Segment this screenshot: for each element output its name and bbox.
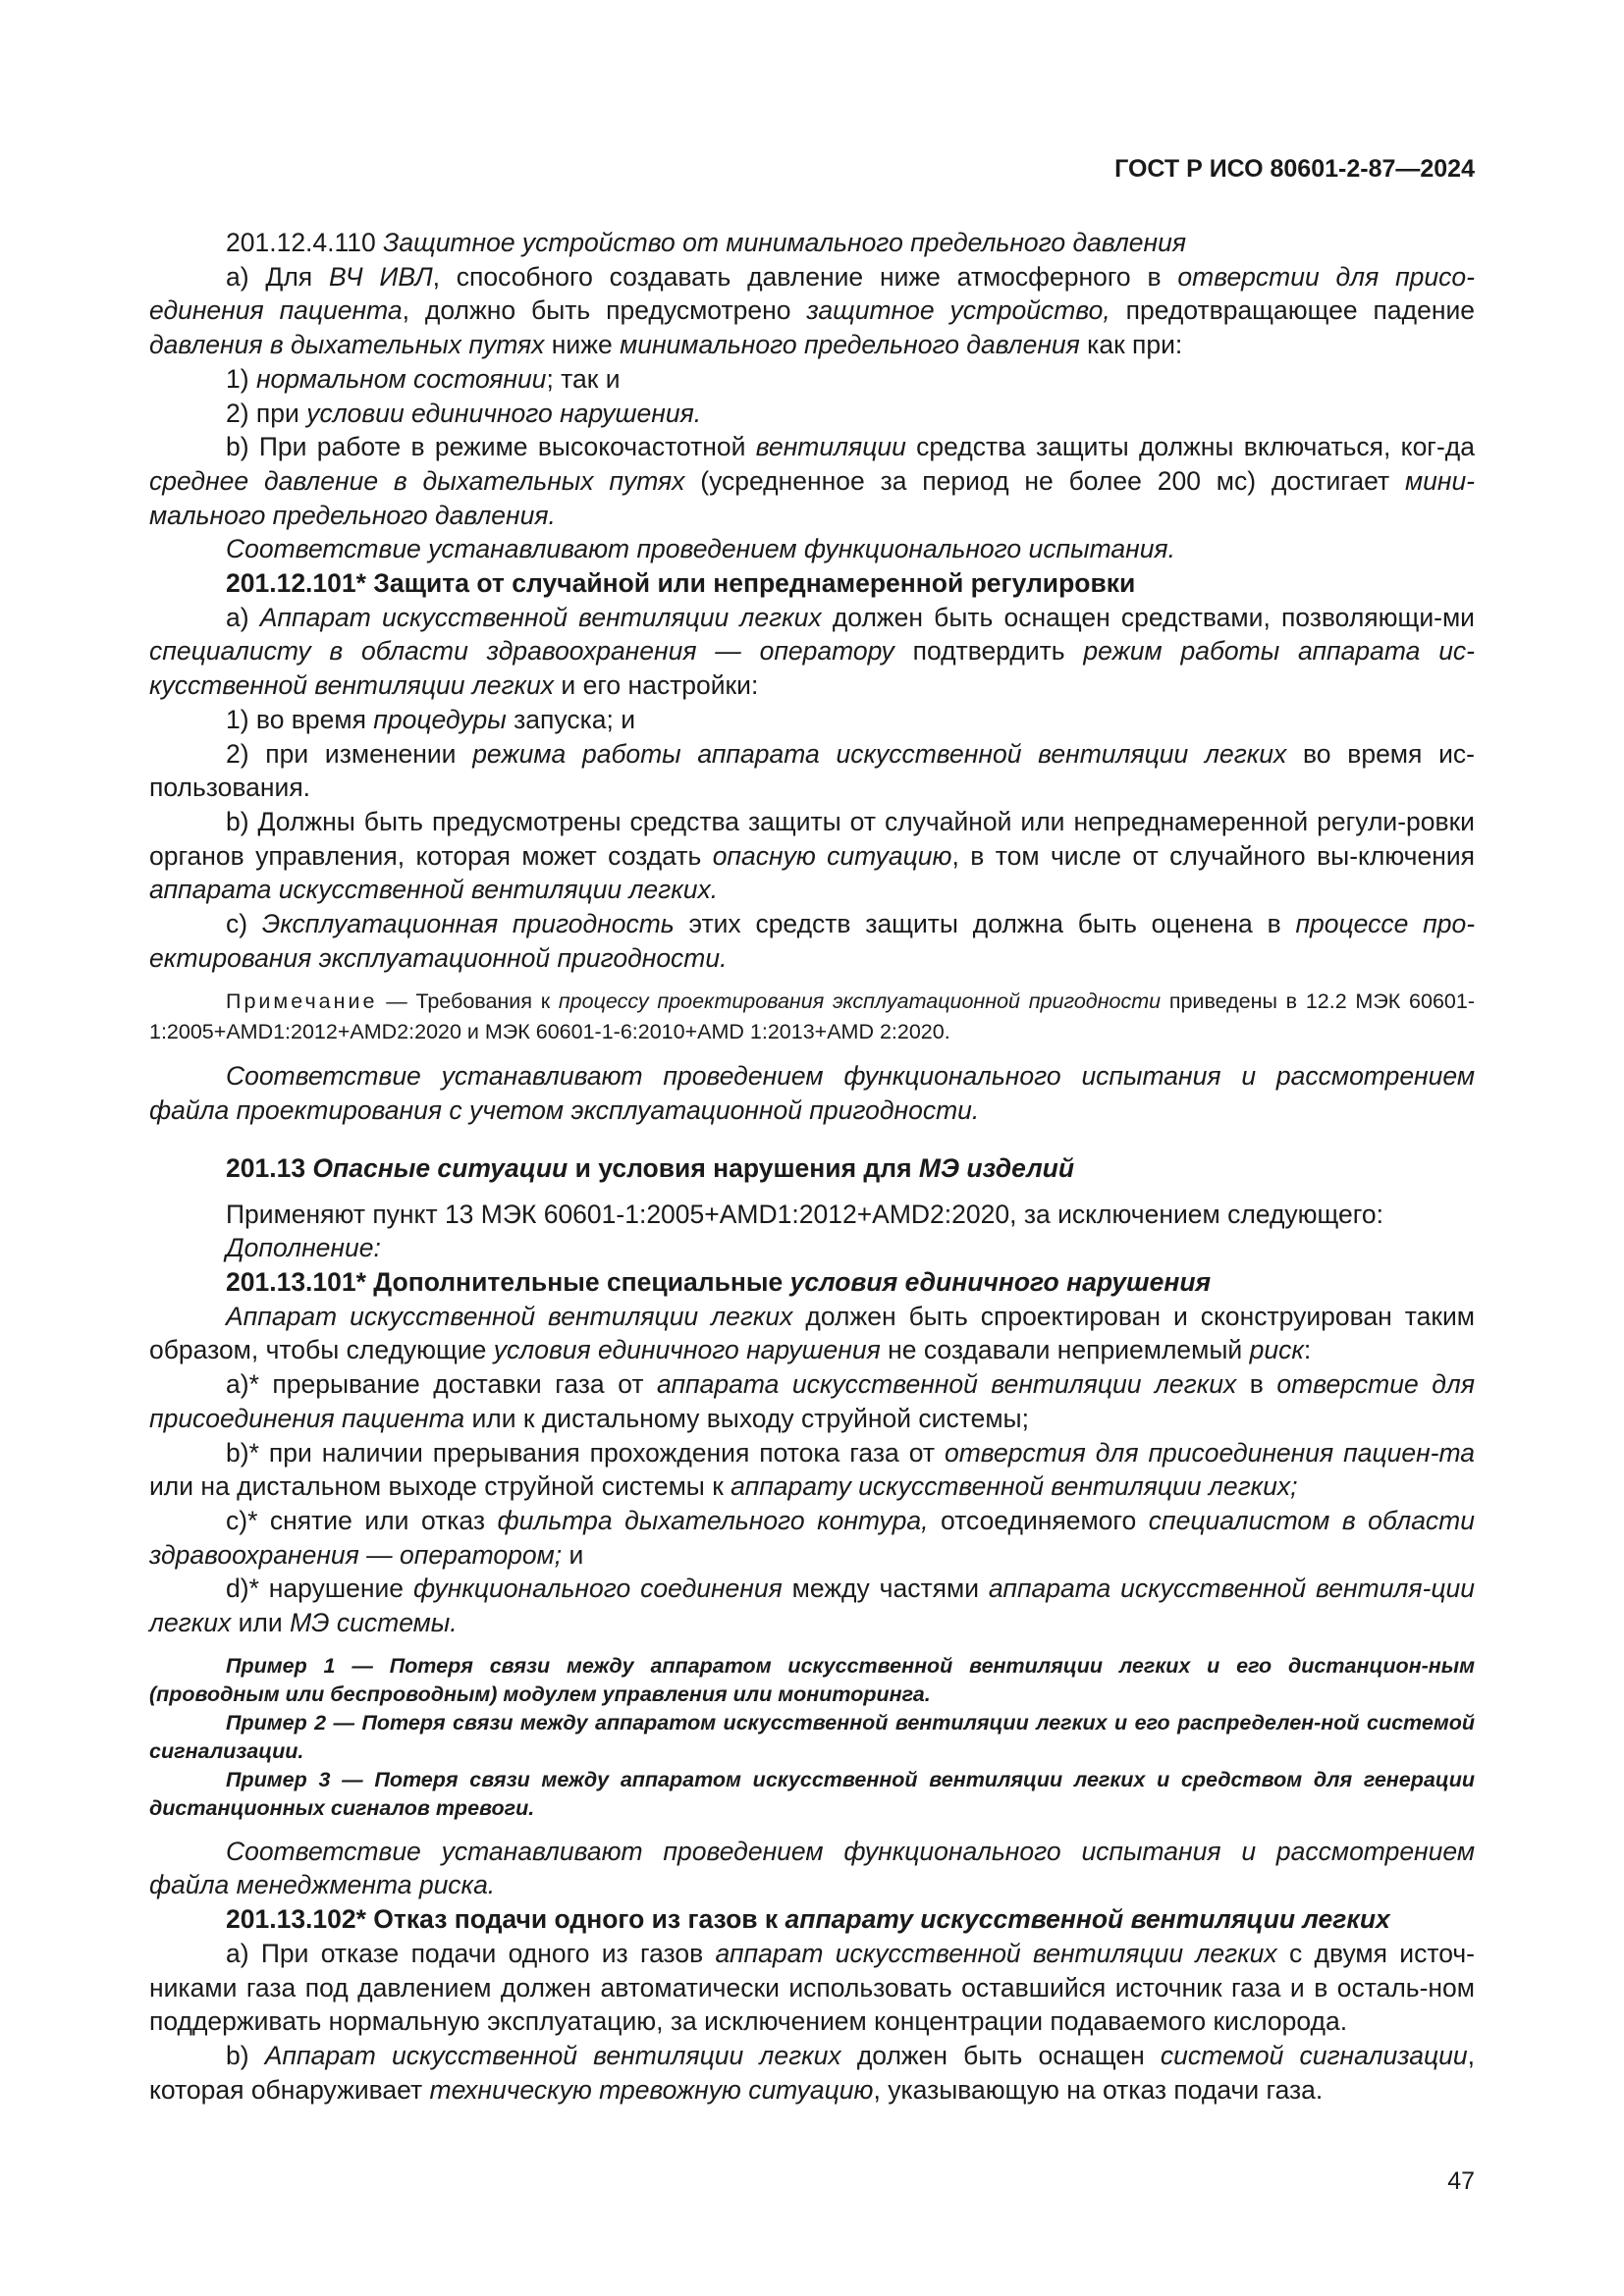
document-header: ГОСТ Р ИСО 80601-2-87—2024 bbox=[1114, 155, 1475, 183]
compliance-statement: Соответствие устанавливают проведением функционального испытания и рассмотрением файла проектирования с учетом эксплуатационной пригодности. bbox=[149, 1061, 1475, 1126]
list-item: a)* прерывание доставки газа от аппарата искусственной вентиляции легких в отверстие для присоединения пациента или к дистальному выходу струйной системы; bbox=[149, 1369, 1476, 1433]
paragraph: a) Для ВЧ ИВЛ, способного создавать давление ниже атмосферного в отверстии для присо-единения пациента, должно быть предусмотрено защитное устройство, предотвращающее падение давления в дыхательных путях ниже минимального предельного давления как при: bbox=[149, 261, 1475, 360]
paragraph: Применяют пункт 13 МЭК 60601-1:2005+AMD1:2012+AMD2:2020, за исключением следующего: bbox=[226, 1199, 1383, 1229]
list-item: 1) нормальном состоянии; так и bbox=[226, 363, 621, 394]
paragraph: b) Должны быть предусмотрены средства защиты от случайной или непреднамеренной регули-ровки органов управления, которая может создать опасную ситуацию, в том числе от случайного вы-ключения аппарата искусственной вентиляции легких. bbox=[149, 806, 1475, 905]
section-201-13-heading: 201.13 Опасные ситуации и условия нарушения для МЭ изделий bbox=[226, 1152, 1075, 1183]
paragraph: b) Аппарат искусственной вентиляции легких должен быть оснащен системой сигнализации, которая обнаруживает техническую тревожную ситуацию, указывающую на отказ подачи газа. bbox=[149, 2040, 1475, 2105]
note: Примечание — Требования к процессу проектирования эксплуатационной пригодности приведены в 12.2 МЭК 60601-1:2005+AMD1:2012+AMD2:2020 и МЭК 60601-1-6:2010+AMD 1:2013+AMD 2:2020. bbox=[149, 989, 1475, 1044]
list-item: c)* снятие или отказ фильтра дыхательного контура, отсоединяемого специалистом в области здравоохранения — оператором; и bbox=[149, 1505, 1475, 1570]
page-content bbox=[149, 226, 1475, 2107]
compliance-statement: Соответствие устанавливают проведением функционального испытания. bbox=[226, 534, 1175, 564]
paragraph: b) При работе в режиме высокочастотной вентиляции средства защиты должны включаться, ког-да среднее давление в дыхательных путях (усредненное за период не более 200 мс) достигает мини-мального предельного давления. bbox=[149, 432, 1476, 530]
compliance-statement: Соответствие устанавливают проведением функционального испытания и рассмотрением файла менеджмента риска. bbox=[149, 1836, 1475, 1900]
section-201-12-101-heading: 201.12.101* Защита от случайной или непреднамеренной регулировки bbox=[226, 568, 1136, 599]
example-3: Пример 3 — Потеря связи между аппаратом искусственной вентиляции легких и средством для генерации дистанционных сигналов тревоги. bbox=[149, 1767, 1475, 1820]
list-item: 2) при условии единичного нарушения. bbox=[226, 398, 702, 428]
example-1: Пример 1 — Потеря связи между аппаратом искусственной вентиляции легких и его дистанцион-ным (проводным или беспроводным) модулем управления или мониторинга. bbox=[149, 1653, 1475, 1706]
section-201-13-101-heading: 201.13.101* Дополнительные специальные условия единичного нарушения bbox=[226, 1266, 1212, 1297]
page-number: 47 bbox=[1447, 2167, 1475, 2195]
section-201-12-4-110-heading: 201.12.4.110 Защитное устройство от минимального предельного давления bbox=[226, 228, 1187, 257]
example-2: Пример 2 — Потеря связи между аппаратом искусственной вентиляции легких и его распределен-ной системой сигнализации. bbox=[149, 1710, 1475, 1763]
section-201-13-102-heading: 201.13.102* Отказ подачи одного из газов к аппарату искусственной вентиляции легких bbox=[226, 1904, 1390, 1935]
list-item: 1) во время процедуры запуска; и bbox=[226, 704, 636, 734]
paragraph: c) Эксплуатационная пригодность этих средств защиты должна быть оценена в процессе про-ектирования эксплуатационной пригодности. bbox=[149, 909, 1476, 973]
list-item: b)* при наличии прерывания прохождения потока газа от отверстия для присоединения пациен-та или на дистальном выходе струйной системы к аппарату искусственной вентиляции легких; bbox=[149, 1437, 1475, 1502]
list-item: 2) при изменении режима работы аппарата искусственной вентиляции легких во время ис-пользования. bbox=[149, 738, 1475, 803]
paragraph: Аппарат искусственной вентиляции легких должен быть спроектирован и сконструирован таким образом, чтобы следующие условия единичного нарушения не создавали неприемлемый риск: bbox=[149, 1301, 1475, 1365]
list-item: d)* нарушение функционального соединения между частями аппарата искусственной вентиля-ции легких или МЭ системы. bbox=[149, 1574, 1475, 1638]
paragraph: a) При отказе подачи одного из газов аппарат искусственной вентиляции легких с двумя источ-никами газа под давлением должен автоматически использовать оставшийся источник газа и в осталь-ном поддерживать нормальную эксплуатацию, за исключением концентрации подаваемого кислорода. bbox=[149, 1938, 1475, 2037]
amendment-label: Дополнение: bbox=[226, 1233, 381, 1263]
paragraph: a) Аппарат искусственной вентиляции легких должен быть оснащен средствами, позволяющи-ми специалисту в области здравоохранения — оператору подтвердить режим работы аппарата ис-кусственной вентиляции легких и его настройки: bbox=[149, 602, 1476, 701]
